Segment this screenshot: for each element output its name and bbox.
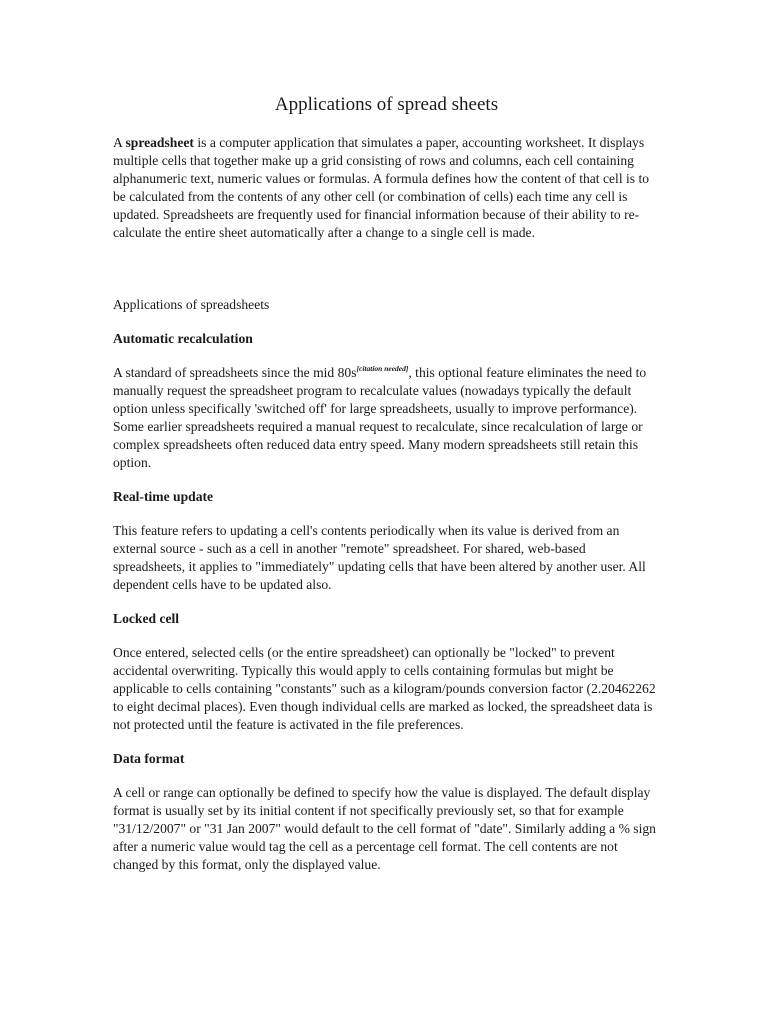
section-heading-real-time-update: Real-time update — [113, 489, 214, 504]
spacer — [113, 472, 658, 488]
section-body-after-citation: , this optional feature eliminates the need to manually request the spreadsheet program to recalculate values (nowadays typically the default option unless specifically 'switched off' for large spreadsheets, usually to improve performance). Some earlier spreadsheets required a manual request to recalculate, since recalculation of large or complex spreadsheets often reduced data entry speed. Many modern spreadsheets still retain this option. — [113, 365, 647, 470]
section-heading-data-format: Data format — [113, 751, 185, 766]
intro-bold-term: spreadsheet — [125, 135, 194, 150]
section-body-locked-cell: Once entered, selected cells (or the entire spreadsheet) can optionally be "locked" to prevent accidental overwriting. Typically this would apply to cells containing formulas but might be applicable to cells containing "constants" such as a kilogram/pounds conversion factor (2.20462262 to eight decimal places). Even though individual cells are marked as locked, the spreadsheet data is not protected until the feature is activated in the file preferences. — [113, 645, 656, 732]
section-body-before-citation: A standard of spreadsheets since the mid 80s — [113, 365, 357, 380]
section-heading-locked-cell: Locked cell — [113, 611, 180, 626]
page-title: Applications of spread sheets — [274, 94, 499, 115]
intro-text: is a computer application that simulates a paper, accounting worksheet. It displays multiple cells that together make up a grid consisting of rows and columns, each cell containing alphanumeric text, numeric values or formulas. A formula defines how the content of that cell is to be calculated from the contents of any other cell (or combination of cells) each time any cell is updated. Spreadsheets are frequently used for financial information because of their ability to re-calculate the entire sheet automatically after a change to a single cell is made. — [113, 135, 650, 240]
spacer — [113, 734, 658, 750]
spacer — [113, 628, 658, 644]
section-body-automatic-recalculation — [113, 364, 658, 472]
spacer — [113, 768, 658, 784]
section-body-real-time-update: This feature refers to updating a cell's contents periodically when its value is derived from an external source - such as a cell in another "remote" spreadsheet. For shared, web-based spreadsheets, it applies to "immediately" updating cells that have been altered by another user. All dependent cells have to be updated also. — [113, 523, 646, 592]
intro-paragraph — [113, 134, 658, 242]
spacer — [113, 314, 658, 330]
spacer — [113, 594, 658, 610]
section-heading-automatic-recalculation: Automatic recalculation — [113, 331, 253, 346]
section-body-data-format: A cell or range can optionally be defined to specify how the value is displayed. The default display format is usually set by its initial content if not specifically previously set, so that for example "31/12/2007" or "31 Jan 2007" would default to the cell format of "date". Similarly adding a % sign after a numeric value would tag the cell as a percentage cell format. The cell contents are not changed by this format, only the displayed value. — [113, 785, 656, 872]
citation-needed-superscript: [citation needed] — [356, 364, 409, 373]
document-body — [113, 92, 658, 874]
intro-prefix: A — [113, 135, 126, 150]
subtitle: Applications of spreadsheets — [113, 297, 270, 312]
spacer — [113, 242, 658, 296]
spacer — [113, 348, 658, 364]
spacer — [113, 506, 658, 522]
